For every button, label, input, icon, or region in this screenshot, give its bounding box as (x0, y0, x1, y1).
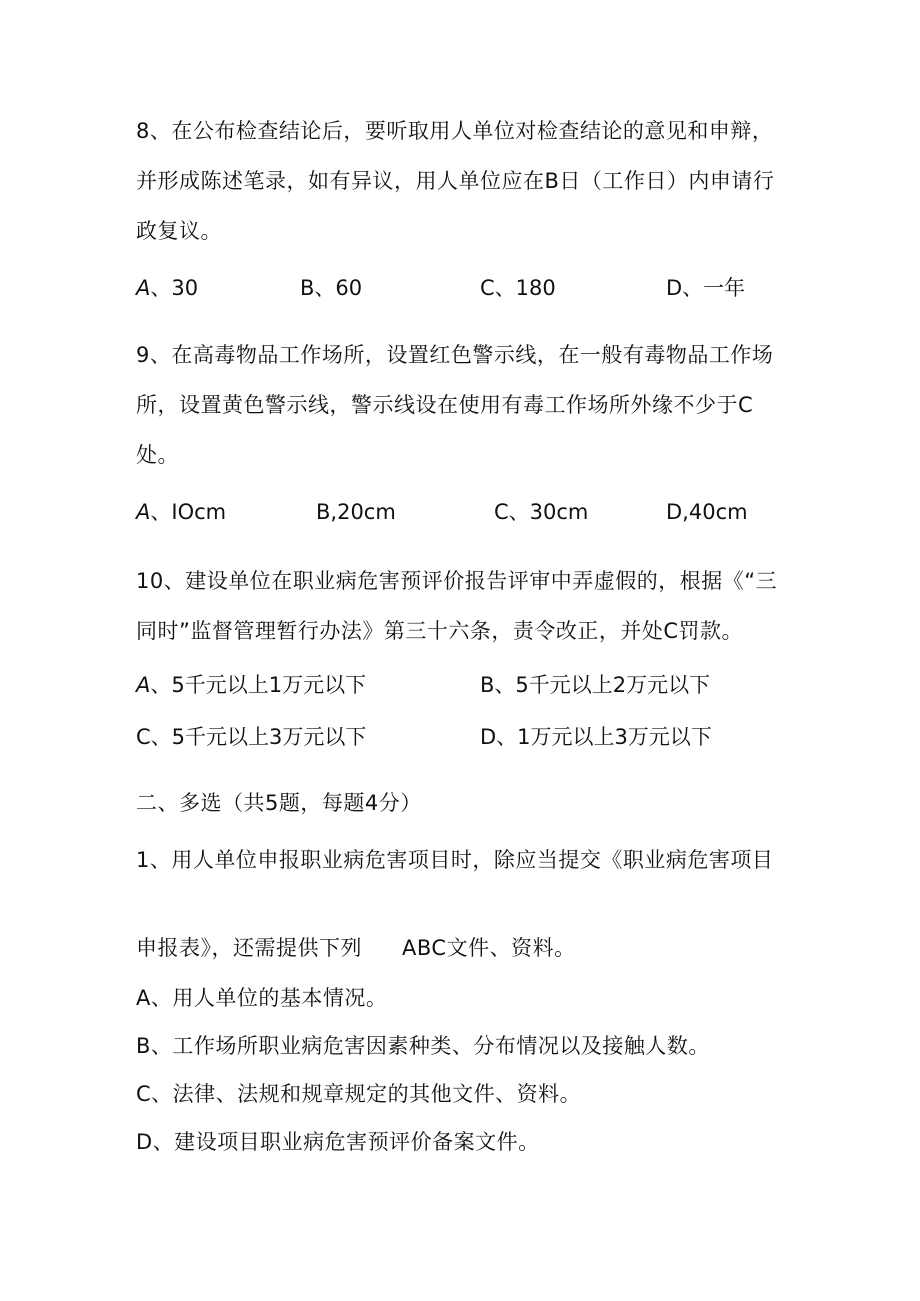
q8-option-a-text: 、30 (150, 276, 199, 300)
q9-line-2: 所，设置黄色警示线，警示线设在使用有毒工作场所外缘不少于C (136, 393, 754, 417)
q8-option-b: B、60 (300, 276, 363, 300)
q10-line-2: 同时”监督管理暂行办法》第三十六条，责令改正，并处C罚款。 (136, 619, 744, 643)
q10-option-a-letter: A (136, 673, 151, 697)
mq1-option-a: A、用人单位的基本情况。 (136, 986, 388, 1010)
mq1-line-2-part-1: 申报表》，还需提供下列 (136, 936, 362, 960)
q8-option-a (136, 273, 198, 303)
mq1-option-c: C、法律、法规和规章规定的其他文件、资料。 (136, 1082, 582, 1106)
q9-option-c: C、30cm (494, 500, 589, 524)
q9-option-a (136, 497, 226, 527)
q9-option-b: B,20cm (316, 500, 396, 524)
q8-option-a-letter: A (136, 276, 151, 300)
q8-line-3: 政复议。 (136, 219, 222, 243)
q9-line-1: 9、在高毒物品工作场所，设置红色警示线，在一般有毒物品工作场 (136, 343, 774, 367)
mq1-option-d: D、建设项目职业病危害预评价备案文件。 (136, 1130, 540, 1154)
q9-option-a-letter: A (136, 500, 151, 524)
q8-line-2: 并形成陈述笔录，如有异议，用人单位应在B日（工作日）内申请行 (136, 169, 775, 193)
q8-option-c: C、180 (480, 276, 556, 300)
q10-line-1: 10、建设单位在职业病危害预评价报告评审中弄虚假的，根据《“三 (136, 569, 778, 593)
mq1-line-2-part-2: ABC文件、资料。 (402, 936, 576, 960)
q10-option-b: B、5千元以上2万元以下 (480, 673, 711, 697)
section-2-heading: 二、多选（共5题，每题4分） (136, 791, 422, 815)
q10-option-a (136, 670, 366, 700)
mq1-line-1: 1、用人单位申报职业病危害项目时，除应当提交《职业病危害项目 (136, 848, 774, 872)
q10-option-c: C、5千元以上3万元以下 (136, 725, 367, 749)
mq1-option-b: B、工作场所职业病危害因素种类、分布情况以及接触人数。 (136, 1034, 710, 1058)
q9-line-3: 处。 (136, 443, 179, 467)
mq1-line-2 (136, 933, 576, 963)
q10-option-a-text: 、5千元以上1万元以下 (150, 673, 367, 697)
q8-line-1: 8、在公布检查结论后，要听取用人单位对检查结论的意见和申辩， (136, 119, 774, 143)
q9-option-d: D,40cm (666, 500, 748, 524)
q10-option-d: D、1万元以上3万元以下 (480, 725, 712, 749)
q9-option-a-text: 、IOcm (150, 500, 227, 524)
q8-option-d: D、一年 (666, 276, 746, 300)
